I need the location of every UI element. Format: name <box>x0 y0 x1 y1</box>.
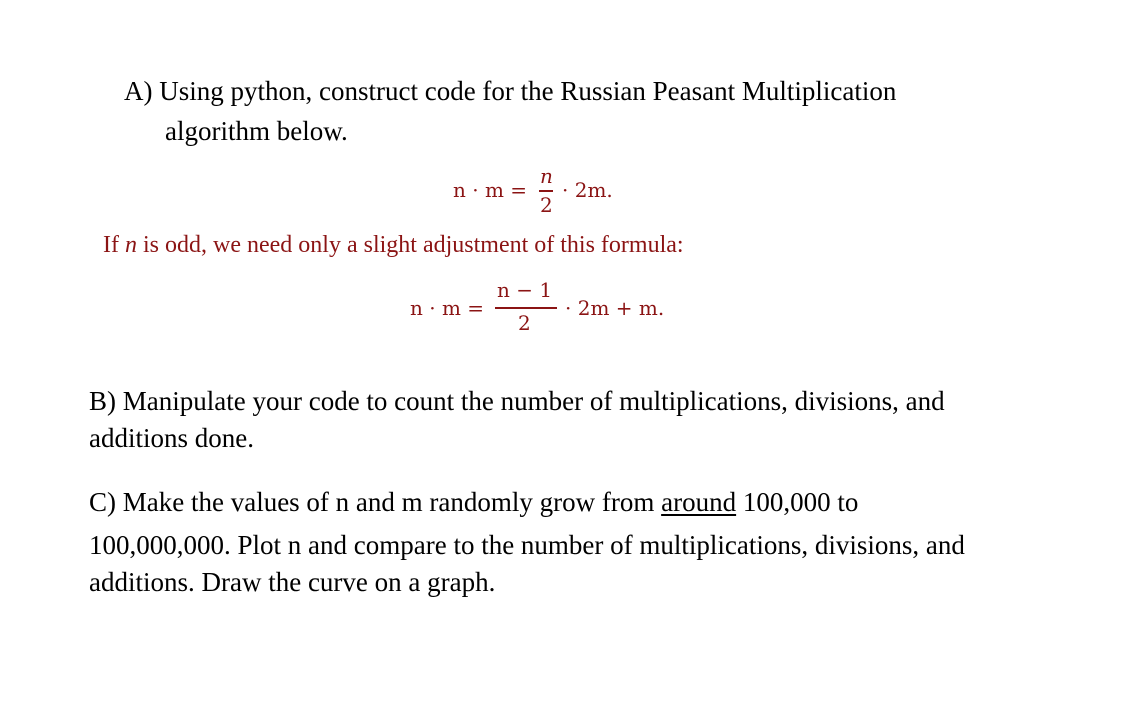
part-b-line-1: B) Manipulate your code to count the number of multiplications, divisions, and <box>89 386 945 416</box>
part-a-line-1: A) Using python, construct code for the Russian Peasant Multiplication <box>124 76 897 106</box>
part-c-line-1-before: C) Make the values of n and m randomly grow from <box>89 487 662 517</box>
part-c-line-3: additions. Draw the curve on a graph. <box>89 567 496 597</box>
part-c-line-2: 100,000,000. Plot n and compare to the number of multiplications, divisions, and <box>89 530 965 560</box>
formula-odd-rhs: · 2m + m. <box>565 296 665 320</box>
formula-even-fraction-bar <box>539 190 553 192</box>
formula-odd-lhs: n · m = <box>410 296 485 320</box>
part-b-line-2: additions done. <box>89 423 254 453</box>
odd-note-variable: n <box>124 232 137 258</box>
formula-even-denominator: 2 <box>540 193 553 217</box>
formula-odd-numerator: n − 1 <box>497 278 553 302</box>
odd-note-prefix: If <box>103 232 125 258</box>
formula-even-rhs: · 2m. <box>562 178 613 202</box>
odd-note-suffix: is odd, we need only a slight adjustment of this formula: <box>136 232 684 258</box>
formula-even-numerator: n <box>540 164 553 188</box>
formula-even-lhs: n · m = <box>453 178 528 202</box>
part-c-line-1-after: 100,000 to <box>736 487 859 517</box>
part-c-line-1 <box>89 489 858 516</box>
part-a-line-2: algorithm below. <box>165 116 348 146</box>
formula-odd-fraction-bar <box>495 307 557 309</box>
odd-case-note <box>103 233 684 257</box>
formula-odd-denominator: 2 <box>518 311 531 335</box>
part-c-underlined-word: around <box>661 487 737 517</box>
